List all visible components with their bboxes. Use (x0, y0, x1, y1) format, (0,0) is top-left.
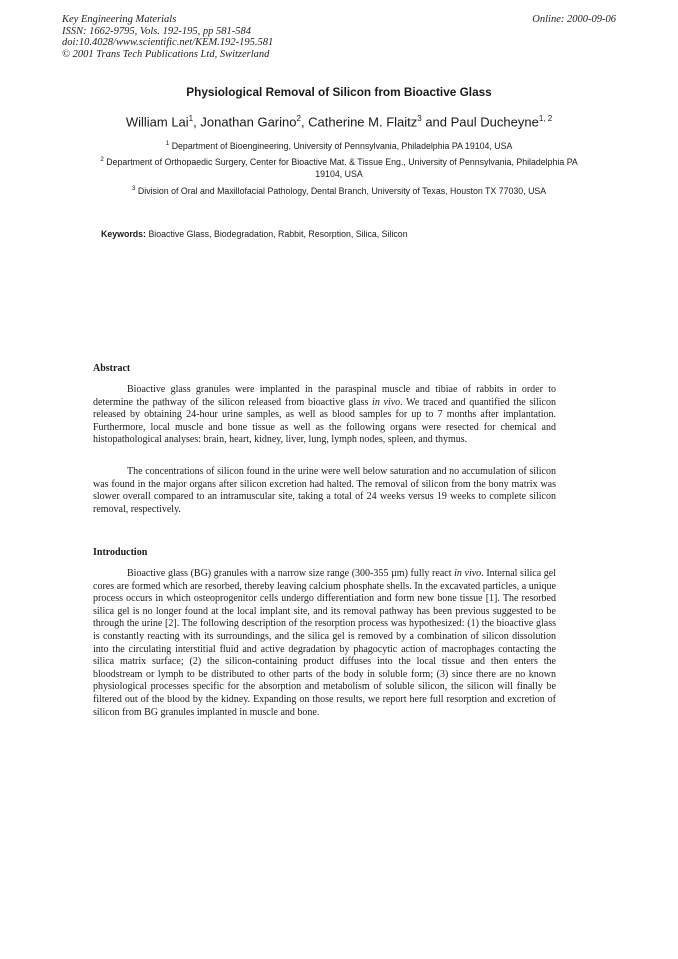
copyright-line: © 2001 Trans Tech Publications Ltd, Switzerland (62, 48, 270, 60)
abstract-paragraph (93, 384, 556, 447)
introduction-heading: Introduction (93, 547, 148, 558)
italic-run: in vivo (454, 568, 482, 579)
author-name: William Lai (125, 114, 189, 130)
affiliation (100, 183, 578, 197)
author-sup: 2 (296, 114, 301, 123)
text-run: . Internal silica gel cores are formed which are resorbed, thereby leaving calcium phosphate shells. In the excavated particles, a unique process occurs in which osteoprogenitor cells undergo differentiation and form new bone tissue [1]. The resorbed silica gel is no longer found at the local implant site, and its removal pathway has been previous suggested to be through the urine [2]. The following description of the resorption process was hypothesized: (1) the bioactive glass is constantly reacting with its surroundings, and the silica gel is removed by a combination of silicon dissolution into the circulating interstitial fluid and active degradation by phagocytic action of macrophages contacting the silica matrix surface; (2) the silicon-containing product diffuses into the local tissue and then enters the bloodstream or lymph to be distributed to other parts of the body in soluble form; (3) since there are no known physiological processes specific for the absorption and metabolism of soluble silicon, the silicon will finally be filtered out of the blood by the kidney. Expanding on those results, we report here full resorption and excretion of silicon from BG granules implanted in muscle and bone. (93, 568, 556, 718)
keywords-label: Keywords: (101, 229, 146, 239)
affiliation-sup: 2 (100, 156, 104, 163)
author-sup: 1 (188, 114, 194, 123)
keywords-line (101, 229, 408, 239)
affiliation-text: Department of Bioengineering, University of Pennsylvania, Philadelphia PA 19104, USA (171, 140, 513, 151)
affiliation (100, 154, 578, 180)
paper-title: Physiological Removal of Silicon from Bioactive Glass (186, 85, 492, 99)
abstract-paragraph (93, 466, 556, 516)
affiliation-text: Division of Oral and Maxillofacial Pathology, Dental Branch, University of Texas, Houston TX 77030, USA (137, 185, 547, 196)
author-list (0, 114, 678, 129)
author-separator: , (193, 114, 201, 130)
abstract-heading: Abstract (93, 363, 131, 374)
affiliation-sup: 1 (165, 140, 170, 147)
affiliation-sup: 3 (131, 185, 136, 192)
keywords-text: Bioactive Glass, Biodegradation, Rabbit, Resorption, Silica, Silicon (148, 229, 408, 239)
affiliation (100, 138, 578, 152)
author-name: Catherine M. Flaitz (308, 114, 418, 130)
journal-name: Key Engineering Materials (62, 14, 177, 25)
author-and: and (421, 114, 451, 130)
introduction-paragraph (93, 568, 556, 719)
italic-run: in vivo (372, 396, 401, 408)
author-sup: 1, 2 (538, 114, 553, 123)
journal-header (62, 14, 273, 60)
online-date: Online: 2000-09-06 (532, 14, 616, 25)
text-run: Bioactive glass granules were implanted in the paraspinal muscle and tibiae of rabbits in order to determine the pathway of the silicon released from bioactive glass (93, 384, 556, 408)
author-name: Jonathan Garino (200, 114, 297, 130)
doi-line[interactable]: doi:10.4028/www.scientific.net/KEM.192-195.581 (62, 37, 274, 49)
author-sup: 3 (417, 114, 422, 123)
author-name: Paul Ducheyne (450, 114, 539, 130)
text-run: . We traced and quantified the silicon released by obtaining 24-hour urine samples, as well as blood samples for up to 7 months after implantation. Furthermore, local muscle and bone tissue as well as the following organs were resected for chemical and histopathological analyses: brain, heart, kidney, liver, lung, lymph nodes, spleen, and thymus. (93, 396, 556, 446)
issn-line: ISSN: 1662-9795, Vols. 192-195, pp 581-584 (62, 25, 251, 37)
text-run: The concentrations of silicon found in the urine were well below saturation and no accumulation of silicon was found in the major organs after silicon excretion had halted. The removal of silicon from the bony matrix was slower overall compared to an intramuscular site, taking a total of 24 weeks versus 19 weeks to complete silicon removal, respectively. (93, 466, 556, 515)
text-run: Bioactive glass (BG) granules with a narrow size range (300-355 µm) fully react (127, 568, 455, 579)
author-separator: , (300, 114, 309, 130)
affiliation-text: Department of Orthopaedic Surgery, Center for Bioactive Mat. & Tissue Eng., University of Pennsylvania, Philadelphia PA 19104, USA (106, 156, 578, 179)
